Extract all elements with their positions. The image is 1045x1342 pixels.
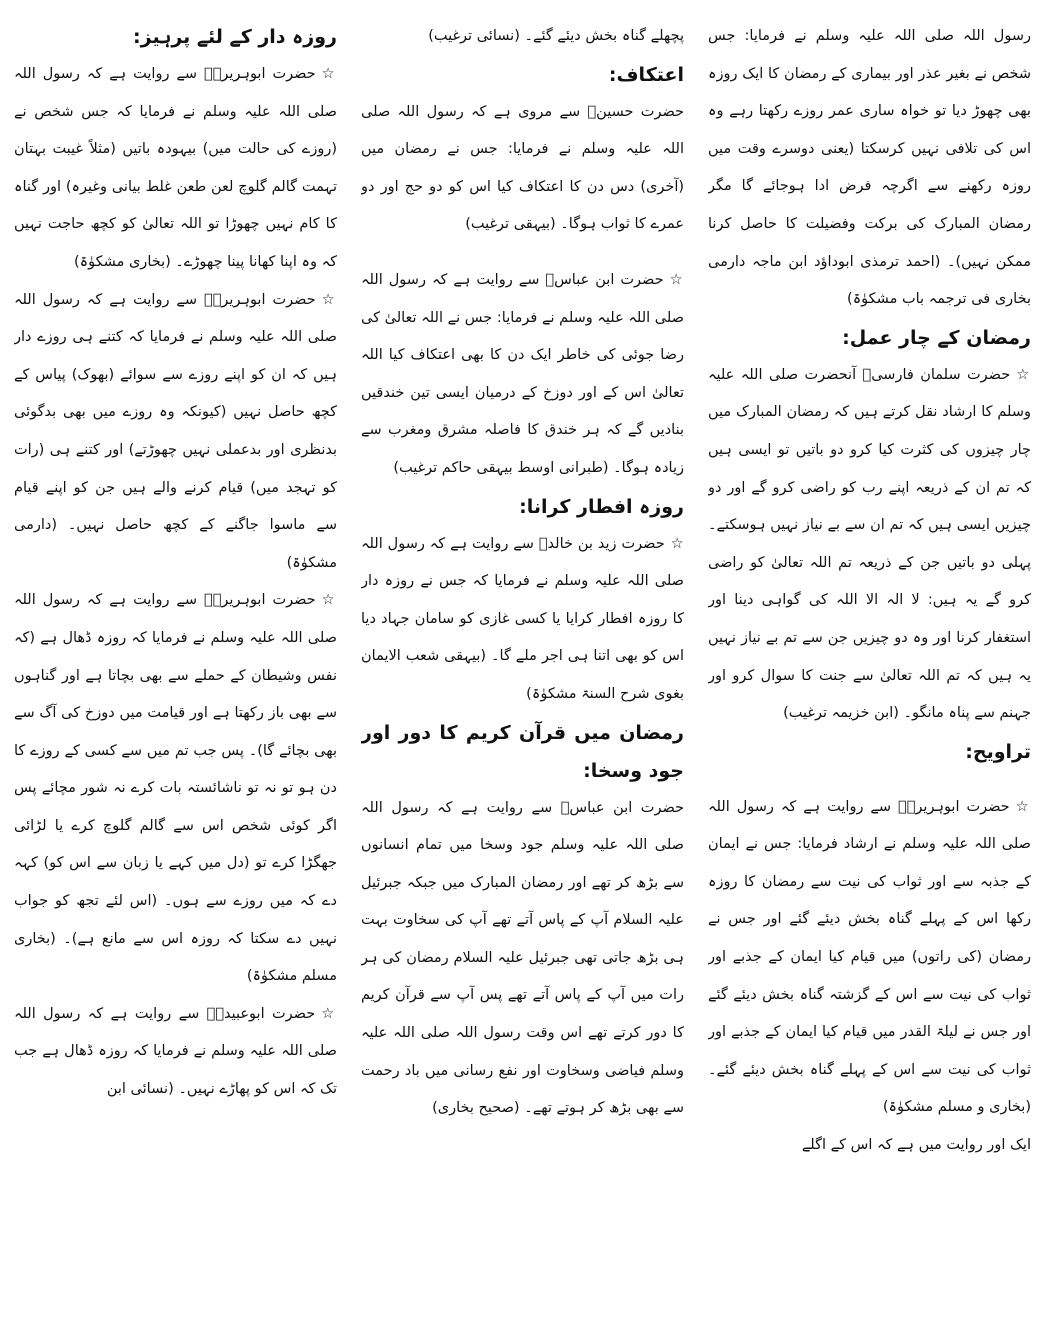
- paragraph-abu-hurairah-taraweeh: ☆ حضرت ابوہریرہؓ سے روایت ہے کہ رسول اللہ صلی اللہ علیہ وسلم نے ارشاد فرمایا: جس نے ایمان کے جذبہ سے اور ثواب کی نیت سے رمضان کا روزہ رکھا اس کے پہلے گناہ بخش دیئے گئے اور جس نے رمضان (کی راتوں) میں قیام کیا ایمان کے جذبے اور ثواب کی نیت سے اس کے گزشتہ گناہ بخش دیئے گئے اور جس نے لیلۃ القدر میں قیام کیا ایمان کے جذبے اور ثواب کی نیت سے اس کے پہلے گناہ بخش دیئے گئے۔ (بخاری و مسلم مشکوٰۃ): [708, 789, 1031, 1127]
- paragraph-abu-hurairah-shield: ☆ حضرت ابوہریرہؓ سے روایت ہے کہ رسول اللہ صلی اللہ علیہ وسلم نے فرمایا کہ روزہ ڈھال ہے (کہ نفس وشیطان کے حملے سے بھی بچاتا ہے اور گناہوں سے بھی باز رکھتا ہے اور قیامت میں دوزخ کی آگ سے بھی بچائے گا)۔ پس جب تم میں سے کسی کے روزے کا دن ہو تو نہ تو ناشائستہ بات کرے نہ شور مچائے پس اگر کوئی شخص اس سے گالم گلوچ کرے یا لڑائی جھگڑا کرے تو (دل میں کہے یا زبان سے اس کو) کہہ دے کہ میں روزے سے ہوں۔ (اس لئے تجھ کو جواب نہیں دے سکتا کہ روزہ اس سے مانع ہے)۔ (بخاری مسلم مشکوٰۃ): [14, 582, 337, 996]
- column-left: [14, 18, 337, 1332]
- paragraph-continuation: پچھلے گناہ بخش دیئے گئے۔ (نسائی ترغیب): [428, 28, 684, 44]
- heading-four-deeds: رمضان کے چار عمل:: [842, 326, 1031, 349]
- paragraph-zaid-bin-khalid: ☆ حضرت زید بن خالدؓ سے روایت ہے کہ رسول اللہ صلی اللہ علیہ وسلم نے فرمایا کہ جس نے روزہ دار کا روزہ افطار کرایا یا کسی غازی کو سامان جہاد دیا اس کو بھی اتنا ہی اجر ملے گا۔ (بیہقی شعب الایمان بغوی شرح السنۃ مشکوٰۃ): [361, 526, 684, 714]
- spacer: [708, 771, 1031, 789]
- column-middle: [361, 18, 684, 1332]
- paragraph-ibn-abbas-generosity: حضرت ابن عباسؓ سے روایت ہے کہ رسول اللہ صلی اللہ علیہ وسلم جود وسخا میں تمام انسانوں سے بڑھ کر تھے اور رمضان المبارک میں جبکہ جبرئیل علیہ السلام آپ کے پاس آتے تھے آپ کی سخاوت بہت ہی بڑھ جاتی تھی جبرئیل علیہ السلام رمضان کی ہر رات میں آپ کے پاس آتے تھے پس آپ سے قرآن کریم کا دور کرتے تھے اس وقت رسول اللہ صلی اللہ علیہ وسلم فیاضی وسخاوت اور نفع رسانی میں باد رحمت سے بھی بڑھ کر ہوتے تھے۔ (صحیح بخاری): [361, 799, 684, 1117]
- paragraph-another-narration: ایک اور روایت میں ہے کہ اس کے اگلے: [801, 1137, 1031, 1154]
- heading-quran-generosity: رمضان میں قرآن کریم کا دور اور جود وسخا:: [361, 721, 684, 782]
- paragraph-fasting-missed: رسول اللہ صلی اللہ علیہ وسلم نے فرمایا: جس شخص نے بغیر عذر اور بیماری کے رمضان کا ایک روزہ بھی چھوڑ دیا تو خواہ ساری عمر روزے رکھتا رہے وہ اس کی تلافی نہیں کرسکتا (یعنی دوسرے وقت میں روزہ رکھنے سے اگرچہ فرض ادا ہوجائے گا مگر رمضان المبارک کی برکت وفضیلت کا حاصل کرنا ممکن نہیں)۔ (احمد ترمذی ابوداؤد ابن ماجہ دارمی بخاری فی ترجمہ باب مشکوٰۃ): [708, 28, 1031, 308]
- column-right: [708, 18, 1031, 1332]
- paragraph-husain-itikaf: حضرت حسینؓ سے مروی ہے کہ رسول اللہ صلی اللہ علیہ وسلم نے فرمایا: جس نے رمضان میں (آخری) دس دن کا اعتکاف کیا اس کو دو حج اور دو عمرے کا ثواب ہوگا۔ (بیہقی ترغیب): [361, 103, 684, 233]
- heading-abstinence: روزہ دار کے لئے پرہیز:: [133, 26, 337, 48]
- heading-taraweeh: تراویح:: [965, 740, 1031, 763]
- heading-iftar: روزہ افطار کرانا:: [519, 495, 684, 518]
- paragraph-abu-ubaidah: ☆ حضرت ابوعبیدہؓ سے روایت ہے کہ رسول اللہ صلی اللہ علیہ وسلم نے فرمایا کہ روزہ ڈھال ہے جب تک کہ اس کو پھاڑے نہیں۔ (نسائی ابن: [14, 996, 337, 1109]
- spacer: [361, 244, 684, 262]
- paragraph-abu-hurairah-speech: ☆ حضرت ابوہریرہؓ سے روایت ہے کہ رسول اللہ صلی اللہ علیہ وسلم نے فرمایا کہ جس شخص نے (روزے کی حالت میں) بیہودہ باتیں (مثلاً غیبت بہتان تہمت گالم گلوچ لعن طعن غلط بیانی وغیرہ) اور گناہ کا کام نہیں چھوڑا تو اللہ تعالیٰ کو کچھ حاجت نہیں کہ وہ اپنا کھانا پینا چھوڑے۔ (بخاری مشکوٰۃ): [14, 56, 337, 282]
- paragraph-ibn-abbas-itikaf: ☆ حضرت ابن عباسؓ سے روایت ہے کہ رسول اللہ صلی اللہ علیہ وسلم نے فرمایا: جس نے اللہ تعالیٰ کی رضا جوئی کی خاطر ایک دن کا بھی اعتکاف کیا اللہ تعالیٰ اس کے اور دوزخ کے درمیان ایسی تین خندقیں بنادیں گے کہ ہر خندق کا فاصلہ مشرق ومغرب سے زیادہ ہوگا۔ (طبرانی اوسط بیہقی حاکم ترغیب): [361, 262, 684, 488]
- paragraph-abu-hurairah-hunger: ☆ حضرت ابوہریرہؓ سے روایت ہے کہ رسول اللہ صلی اللہ علیہ وسلم نے فرمایا کہ کتنے ہی روزے دار ہیں کہ ان کو اپنے روزے سے سوائے (بھوک) پیاس کے کچھ حاصل نہیں (کیونکہ وہ روزے میں بھی بدگوئی بدنظری اور بدعملی نہیں چھوڑتے) اور کتنے ہی (رات کو تہجد میں) قیام کرنے والے ہیں جن کو اپنے قیام سے ماسوا جاگنے کے کچھ حاصل نہیں۔ (دارمی مشکوٰۃ): [14, 282, 337, 583]
- heading-itikaf: اعتکاف:: [608, 63, 684, 86]
- paragraph-salman-farsi: ☆ حضرت سلمان فارسیؓ آنحضرت صلی اللہ علیہ وسلم کا ارشاد نقل کرتے ہیں کہ رمضان المبارک میں چار چیزوں کی کثرت کیا کرو دو باتیں تو ایسی ہیں کہ تم ان کے ذریعہ اپنے رب کو راضی کرو گے اور دو چیزیں ایسی ہیں کہ تم ان سے بے نیاز نہیں ہوسکتے۔ پہلی دو باتیں جن کے ذریعہ تم اللہ تعالیٰ کو راضی کرو گے یہ ہیں: لا الہ الا اللہ کی گواہی دینا اور استغفار کرنا اور وہ دو چیزیں جن سے تم بے نیاز نہیں یہ ہیں کہ تم اللہ تعالیٰ سے جنت کا سوال کرو اور جہنم سے پناہ مانگو۔ (ابن خزیمہ ترغیب): [708, 357, 1031, 733]
